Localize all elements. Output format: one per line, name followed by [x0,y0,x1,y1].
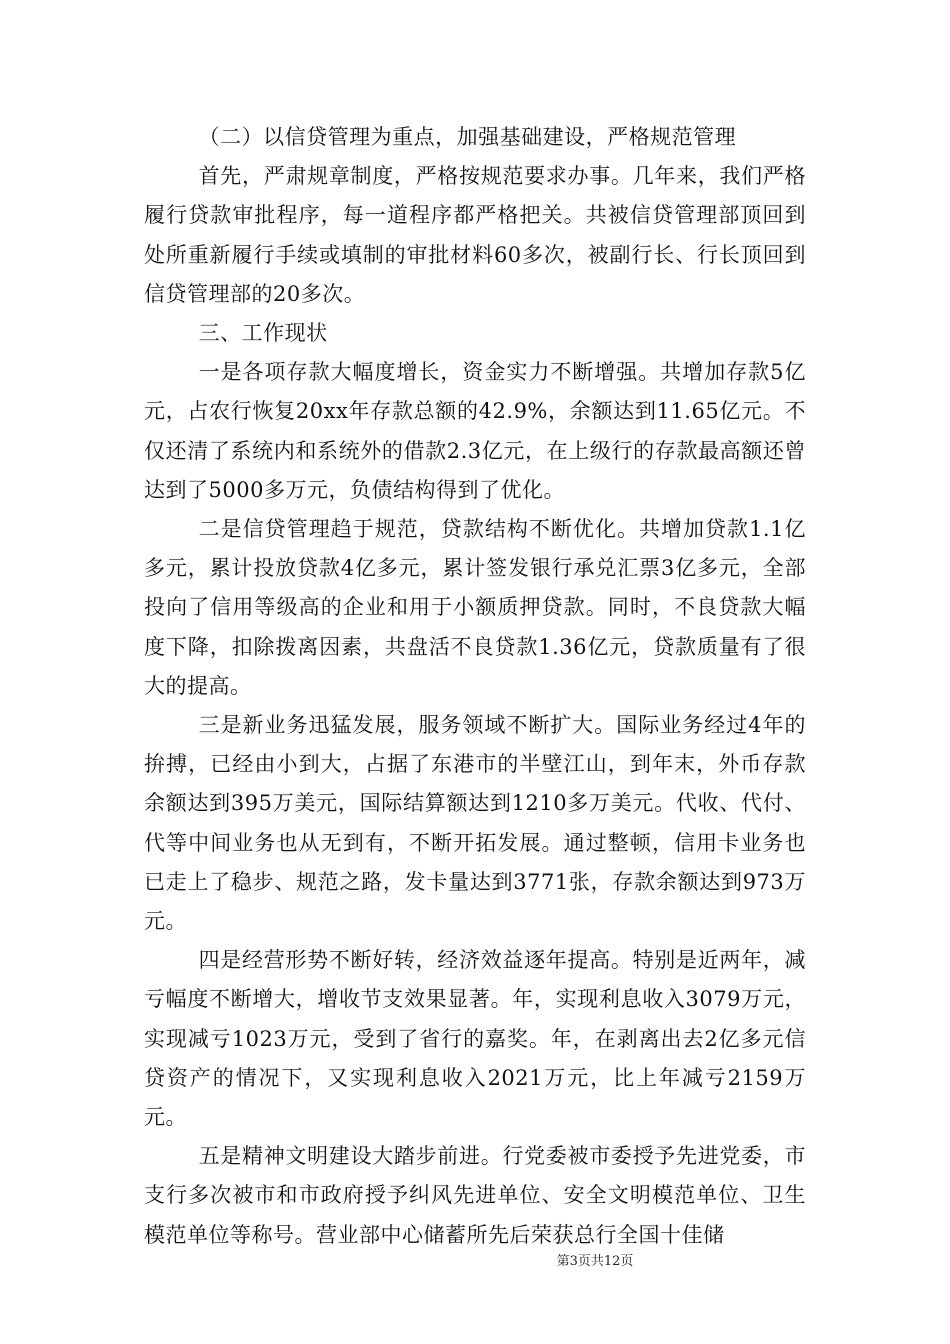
paragraph-deposits: 一是各项存款大幅度增长，资金实力不断增强。共增加存款5亿元，占农行恢复20xx年存款总额的42.9%，余额达到11.65亿元。不仅还清了系统内和系统外的借款2.3亿元，在上级行的存款最高额还曾达到了5000多万元，负债结构得到了优化。 [144,360,806,502]
section-heading-work-status: 三、工作现状 [198,321,328,346]
page-number-footer: 第3页共12页 [556,1254,634,1269]
paragraph-operations: 四是经营形势不断好转，经济效益逐年提高。特别是近两年，减亏幅度不断增大，增收节支效果显著。年，实现利息收入3079万元，实现减亏1023万元，受到了省行的嘉奖。年，在剥离出去2亿多元信贷资产的情况下，又实现利息收入2021万元，比上年减亏2159万元。 [144,948,806,1130]
paragraph-new-business: 三是新业务迅猛发展，服务领域不断扩大。国际业务经过4年的拚搏，已经由小到大，占据了东港市的半壁江山，到年末，外币存款余额达到395万美元，国际结算额达到1210多万美元。代收、代付、代等中间业务也从无到有，不断开拓发展。通过整顿，信用卡业务也已走上了稳步、规范之路，发卡量达到3771张，存款余额达到973万元。 [144,713,806,934]
paragraph-civilization: 五是精神文明建设大踏步前进。行党委被市委授予先进党委，市支行多次被市和市政府授予纠风先进单位、安全文明模范单位、卫生模范单位等称号。营业部中心储蓄所先后荣获总行全国十佳储 [144,1144,806,1247]
section-heading-credit-management: （二）以信贷管理为重点，加强基础建设，严格规范管理 [198,125,737,149]
paragraph-regulations: 首先，严肃规章制度，严格按规范要求办事。几年来，我们严格履行贷款审批程序，每一道程序都严格把关。共被信贷管理部顶回到处所重新履行手续或填制的审批材料60多次，被副行长、行长顶回到信贷管理部的20多次。 [144,164,806,306]
document-body [144,118,806,1255]
paragraph-loans: 二是信贷管理趋于规范，贷款结构不断优化。共增加贷款1.1亿多元，累计投放贷款4亿多元，累计签发银行承兑汇票3亿多元，全部投向了信用等级高的企业和用于小额质押贷款。同时，不良贷款大幅度下降，扣除拨离因素，共盘活不良贷款1.36亿元，贷款质量有了很大的提高。 [144,517,806,698]
